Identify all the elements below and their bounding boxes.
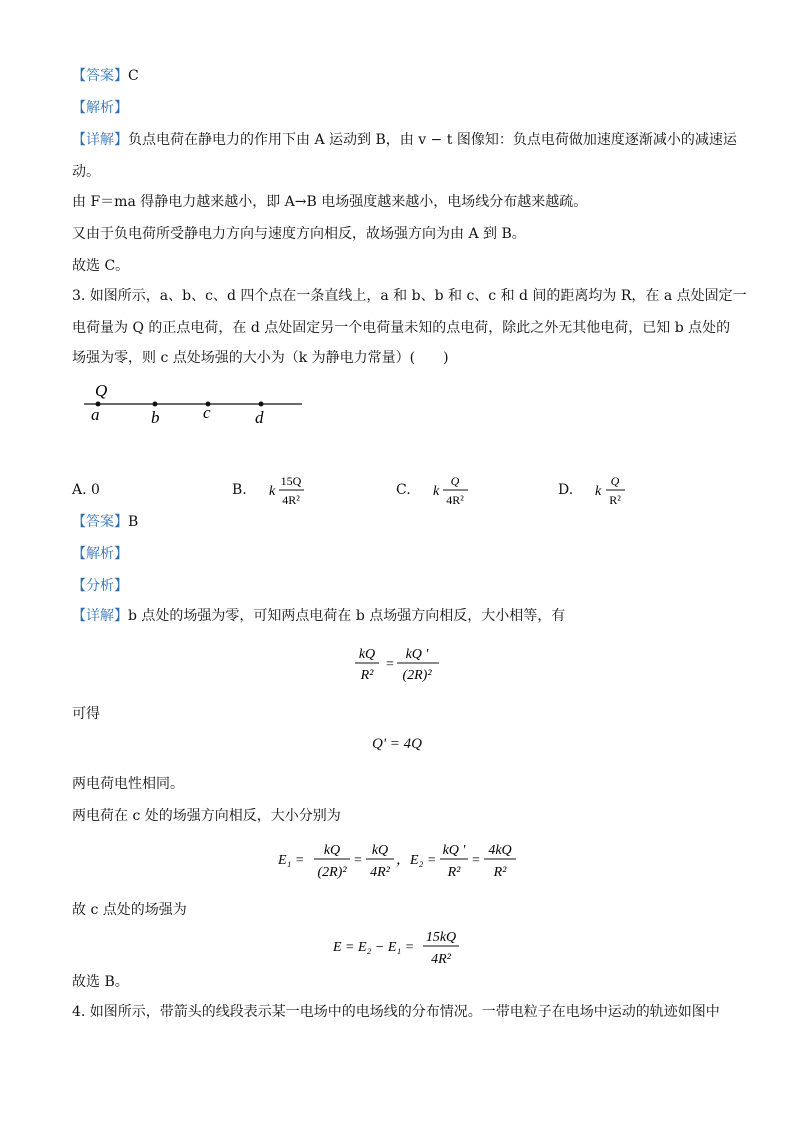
point-c-label: c [203, 403, 211, 422]
option-c-num: Q [450, 474, 460, 488]
point-b-dot [153, 402, 158, 407]
reasoning-line: 又由于负电荷所受静电力方向与速度方向相反，故场强方向为由 A 到 B。 [72, 226, 526, 242]
option-c[interactable] [396, 470, 471, 510]
analysis-tag-text: 【解析】 [72, 546, 128, 562]
option-a[interactable] [72, 470, 100, 510]
conclusion: 故选 C。 [72, 258, 130, 274]
eq1-lhs-den: R² [360, 668, 374, 683]
eq4-den: 4R² [431, 952, 451, 967]
question-stem: 电荷量为 Q 的正点电荷，在 d 点处固定另一个电荷量未知的点电荷，除此之外无其他电荷，已知 b 点处的 [72, 320, 731, 336]
eq4-num: 15kQ [425, 930, 457, 945]
equation-2: Q' = 4Q [372, 736, 422, 752]
detail-tag: 【详解】 [72, 608, 128, 624]
option-d-num: Q [610, 474, 620, 488]
eq3-f2-num: kQ [371, 843, 389, 858]
equation-1 [347, 640, 447, 686]
eq3-f3-den: R² [447, 865, 461, 880]
eq1-rhs-den: (2R)² [402, 668, 432, 683]
answer-row [72, 512, 722, 532]
eq3-f4-den: R² [493, 865, 507, 880]
kede-text: 可得 [72, 706, 100, 722]
option-d-label: D. [558, 482, 574, 498]
option-d[interactable] [558, 470, 633, 510]
option-d-k: k [595, 484, 602, 499]
answer-tag: 【答案】 [72, 514, 128, 530]
option-c-den: 4R² [445, 493, 464, 507]
detail-row [72, 606, 722, 626]
answer-value: C [128, 68, 139, 84]
svg-text:=: = [386, 657, 394, 672]
option-b-k: k [268, 484, 275, 499]
option-b-num: 15Q [280, 474, 302, 488]
answer-value: B [128, 514, 139, 530]
eq3-f3-num: kQ ' [442, 843, 466, 858]
answer-row [72, 66, 722, 86]
option-c-formula [411, 470, 471, 510]
svg-text:=: = [354, 853, 362, 868]
point-d-label: d [255, 408, 264, 427]
hence-text: 故 c 点处的场强为 [72, 902, 187, 918]
option-b-den: 4R² [281, 493, 300, 507]
option-c-k: k [432, 484, 439, 499]
question-stem: 场强为零，则 c 点处场强的大小为（k 为静电力常量）( ) [72, 350, 449, 366]
option-b[interactable] [232, 470, 307, 510]
question-stem: 3. 如图所示，a、b、c、d 四个点在一条直线上，a 和 b、b 和 c、c 和 d 间的距离均为 R，在 a 点处固定一 [72, 288, 747, 304]
eq1-rhs-num: kQ ' [405, 647, 429, 662]
fenxi-tag [72, 576, 722, 596]
option-b-formula [247, 470, 307, 510]
eq3-f1-den: (2R)² [317, 865, 347, 880]
detail-text: 负点电荷在静电力的作用下由 A 运动到 B，由 v − t 图像知：负点电荷做加速度逐渐减小的减速运 [128, 132, 737, 148]
option-b-label: B. [232, 482, 247, 498]
fenxi-tag-text: 【分析】 [72, 578, 128, 594]
option-d-den: R² [609, 493, 621, 507]
eq3-f1-num: kQ [323, 843, 341, 858]
equation-4 [333, 924, 473, 972]
charge-label: Q [95, 381, 108, 400]
point-d-dot [259, 402, 264, 407]
conclusion: 故选 B。 [72, 974, 129, 990]
detail-tag: 【详解】 [72, 132, 128, 148]
point-b-label: b [151, 408, 160, 427]
option-d-formula [573, 470, 633, 510]
option-c-label: C. [396, 482, 411, 498]
answer-tag: 【答案】 [72, 68, 128, 84]
option-a-value: 0 [91, 482, 100, 498]
eq3-f2-den: 4R² [370, 865, 390, 880]
option-a-label: A. [72, 482, 87, 498]
detail-row [72, 130, 737, 150]
eq4-lhs: E = E₂ − E₁ = [333, 940, 415, 955]
analysis-tag-text: 【解析】 [72, 100, 128, 116]
svg-text:=: = [472, 853, 480, 868]
detail-text: b 点处的场强为零，可知两点电荷在 b 点场强方向相反，大小相等，有 [128, 608, 566, 624]
opposite-text: 两电荷在 c 处的场强方向相反，大小分别为 [72, 808, 341, 824]
eq3-e1: E₁ = [278, 853, 305, 868]
charge-line-figure [80, 378, 310, 430]
same-sign-text: 两电荷电性相同。 [72, 776, 184, 792]
analysis-tag [72, 544, 722, 564]
eq3-f4-num: 4kQ [488, 843, 512, 858]
eq3-e2: ，E₂ = [396, 853, 437, 868]
reasoning-line: 由 F＝ma 得静电力越来越小，即 A→B 电场强度越来越小，电场线分布越来越疏。 [72, 194, 588, 210]
detail-line2: 动。 [72, 164, 100, 180]
point-a-label: a [91, 405, 100, 424]
question-stem: 4. 如图所示，带箭头的线段表示某一电场中的电场线的分布情况。一带电粒子在电场中运动的轨迹如图中 [72, 1004, 720, 1020]
eq1-lhs-num: kQ [358, 647, 376, 662]
equation-3 [278, 836, 518, 886]
analysis-tag [72, 98, 722, 118]
